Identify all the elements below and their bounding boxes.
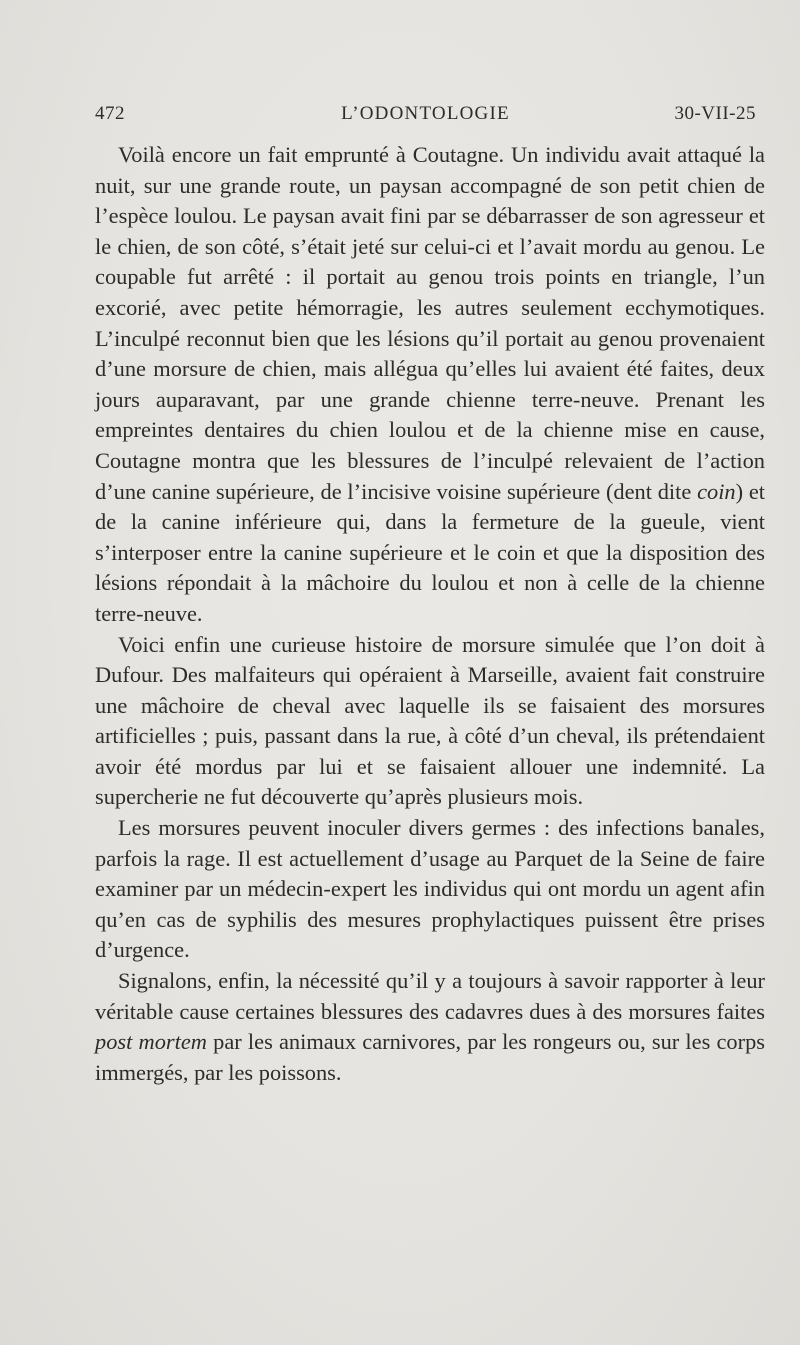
- journal-title: L’ODONTOLOGIE: [341, 103, 510, 124]
- paragraph-3: Les morsures peuvent inoculer divers germes : des infections banales, parfois la rage. Il est actuellement d’usage au Parquet de la Seine de faire examiner par un médecin-expert les individus qui ont mordu un agent afin qu’en cas de syphilis des mesures prophylactiques puissent être prises d’urgence.: [95, 815, 765, 963]
- paragraph-1-text-a: Voilà encore un fait emprunté à Coutagne. Un individu avait attaqué la nuit, sur une grande route, un paysan accompagné de son petit chien de l’espèce loulou. Le paysan avait fini par se débarrasser de son agresseur et le chien, de son côté, s’était jeté sur celui-ci et l’avait mordu au genou. Le coupable fut arrêté : il portait au genou trois points en triangle, l’un excorié, avec petite hémorragie, les autres seulement ecchymotiques. L’inculpé reconnut bien que les lésions qu’il portait au genou provenaient d’une morsure de chien, mais allégua qu’elles lui avaient été faites, deux jours auparavant, par une grande chienne terre-neuve. Prenant les empreintes dentaires du chien loulou et de la chienne mise en cause, Coutagne montra que les blessures de l’inculpé relevaient de l’action d’une canine supérieure, de l’incisive voisine supérieure (dent dite: [95, 142, 765, 504]
- page-number: 472: [95, 103, 125, 124]
- body-text: [95, 140, 765, 1088]
- paragraph-4: [95, 966, 765, 1088]
- paragraph-4-text-b: par les animaux carnivores, par les rongeurs ou, sur les corps immergés, par les poissons.: [95, 1029, 765, 1085]
- issue-date: 30-VII-25: [674, 103, 756, 124]
- running-header: [95, 103, 756, 133]
- paragraph-4-text-a: Signalons, enfin, la nécessité qu’il y a toujours à savoir rapporter à leur véritable cause certaines blessures des cadavres dues à des morsures faites: [95, 968, 765, 1024]
- paragraph-4-italic: post mortem: [95, 1029, 207, 1055]
- paragraph-2: Voici enfin une curieuse histoire de morsure simulée que l’on doit à Dufour. Des malfaiteurs qui opéraient à Marseille, avaient fait construire une mâchoire de cheval avec laquelle ils se faisaient des morsures artificielles ; puis, passant dans la rue, à côté d’un cheval, ils prétendaient avoir été mordus par lui et se faisaient allouer une indemnité. La supercherie ne fut découverte qu’après plusieurs mois.: [95, 631, 765, 810]
- paragraph-1-italic: coin: [697, 478, 736, 504]
- paragraph-1-text-b: ) et de la canine inférieure qui, dans la fermeture de la gueule, vient s’interposer entre la canine supérieure et le coin et que la disposition des lésions répondait à la mâchoire du loulou et non à celle de la chienne terre-neuve.: [95, 478, 766, 626]
- paragraph-1: [95, 140, 765, 630]
